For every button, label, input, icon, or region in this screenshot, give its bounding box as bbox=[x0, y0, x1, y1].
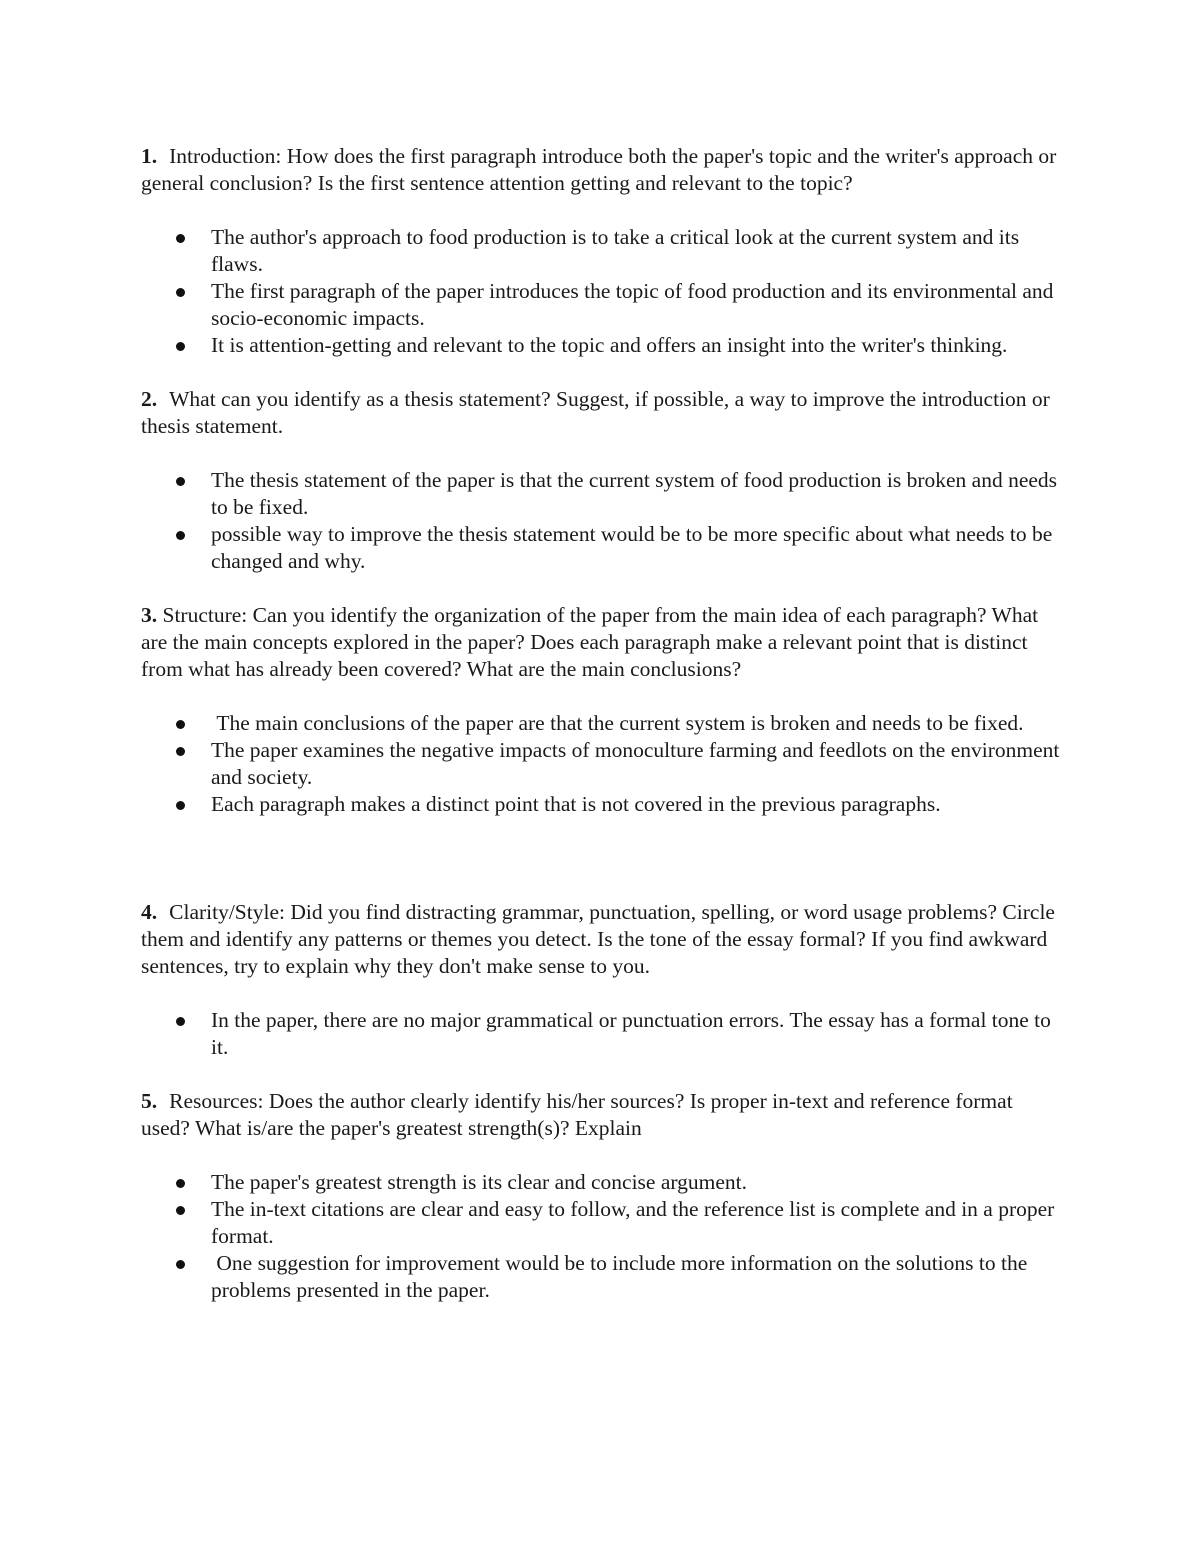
list-item bbox=[141, 332, 1061, 359]
section-5 bbox=[141, 1088, 1061, 1304]
section-2 bbox=[141, 386, 1061, 575]
question-number: 5. bbox=[141, 1089, 158, 1113]
question-text: Resources: Does the author clearly identify his/her sources? Is proper in-text and reference format used? What is/are the paper's greatest strength(s)? Explain bbox=[141, 1089, 1013, 1140]
answer-text: In the paper, there are no major grammatical or punctuation errors. The essay has a formal tone to it. bbox=[211, 1008, 1051, 1059]
section-4 bbox=[141, 899, 1061, 1061]
bullet-icon bbox=[176, 342, 185, 351]
question-text: Introduction: How does the first paragraph introduce both the paper's topic and the writer's approach or general conclusion? Is the first sentence attention getting and relevant to the topic? bbox=[141, 144, 1057, 195]
list-item bbox=[141, 1196, 1061, 1250]
answer-text: Each paragraph makes a distinct point that is not covered in the previous paragraphs. bbox=[211, 792, 941, 816]
question-number: 4. bbox=[141, 900, 158, 924]
question-4 bbox=[141, 899, 1061, 980]
answer-text: The first paragraph of the paper introduces the topic of food production and its environmental and socio-economic impacts. bbox=[211, 279, 1054, 330]
answer-text: The paper examines the negative impacts of monoculture farming and feedlots on the environment and society. bbox=[211, 738, 1060, 789]
answer-text: The main conclusions of the paper are that the current system is broken and needs to be fixed. bbox=[211, 711, 1024, 735]
list-item bbox=[141, 1169, 1061, 1196]
question-2 bbox=[141, 386, 1061, 440]
bullet-icon bbox=[176, 288, 185, 297]
question-number: 1. bbox=[141, 144, 158, 168]
bullet-icon bbox=[176, 1260, 185, 1269]
list-item bbox=[141, 278, 1061, 332]
section-1 bbox=[141, 143, 1061, 359]
answer-text: The thesis statement of the paper is that the current system of food production is broken and needs to be fixed. bbox=[211, 468, 1058, 519]
answer-text: It is attention-getting and relevant to the topic and offers an insight into the writer's thinking. bbox=[211, 333, 1008, 357]
bullet-icon bbox=[176, 747, 185, 756]
bullet-icon bbox=[176, 1017, 185, 1026]
answer-list bbox=[141, 467, 1061, 575]
question-3 bbox=[141, 602, 1061, 683]
answer-list bbox=[141, 1007, 1061, 1061]
bullet-icon bbox=[176, 477, 185, 486]
question-number: 2. bbox=[141, 387, 158, 411]
question-text: Structure: Can you identify the organization of the paper from the main idea of each paragraph? What are the main concepts explored in the paper? Does each paragraph make a relevant point that is distinct from what has already been covered? What are the main conclusions? bbox=[141, 603, 1039, 681]
answer-text: The paper's greatest strength is its clear and concise argument. bbox=[211, 1170, 748, 1194]
list-item bbox=[141, 1007, 1061, 1061]
answer-text: One suggestion for improvement would be to include more information on the solutions to the problems presented in the paper. bbox=[211, 1251, 1033, 1302]
answer-text: The in-text citations are clear and easy to follow, and the reference list is complete and in a proper format. bbox=[211, 1197, 1055, 1248]
bullet-icon bbox=[176, 1179, 185, 1188]
section-3 bbox=[141, 602, 1061, 818]
question-text: Clarity/Style: Did you find distracting grammar, punctuation, spelling, or word usage problems? Circle them and identify any patterns or themes you detect. Is the tone of the essay formal? If you find awkward sentences, try to explain why they don't make sense to you. bbox=[141, 900, 1055, 978]
bullet-icon bbox=[176, 531, 185, 540]
answer-text: possible way to improve the thesis statement would be to be more specific about what needs to be changed and why. bbox=[211, 522, 1053, 573]
answer-list bbox=[141, 224, 1061, 359]
list-item bbox=[141, 467, 1061, 521]
list-item bbox=[141, 521, 1061, 575]
list-item bbox=[141, 224, 1061, 278]
bullet-icon bbox=[176, 720, 185, 729]
list-item bbox=[141, 737, 1061, 791]
list-item bbox=[141, 710, 1061, 737]
question-1 bbox=[141, 143, 1061, 197]
bullet-icon bbox=[176, 234, 185, 243]
answer-text: The author's approach to food production is to take a critical look at the current system and its flaws. bbox=[211, 225, 1020, 276]
bullet-icon bbox=[176, 801, 185, 810]
question-5 bbox=[141, 1088, 1061, 1142]
bullet-icon bbox=[176, 1206, 185, 1215]
question-number: 3. bbox=[141, 603, 158, 627]
answer-list bbox=[141, 1169, 1061, 1304]
answer-list bbox=[141, 710, 1061, 818]
list-item bbox=[141, 1250, 1061, 1304]
document-page bbox=[141, 143, 1061, 1304]
question-text: What can you identify as a thesis statement? Suggest, if possible, a way to improve the introduction or thesis statement. bbox=[141, 387, 1050, 438]
list-item bbox=[141, 791, 1061, 818]
